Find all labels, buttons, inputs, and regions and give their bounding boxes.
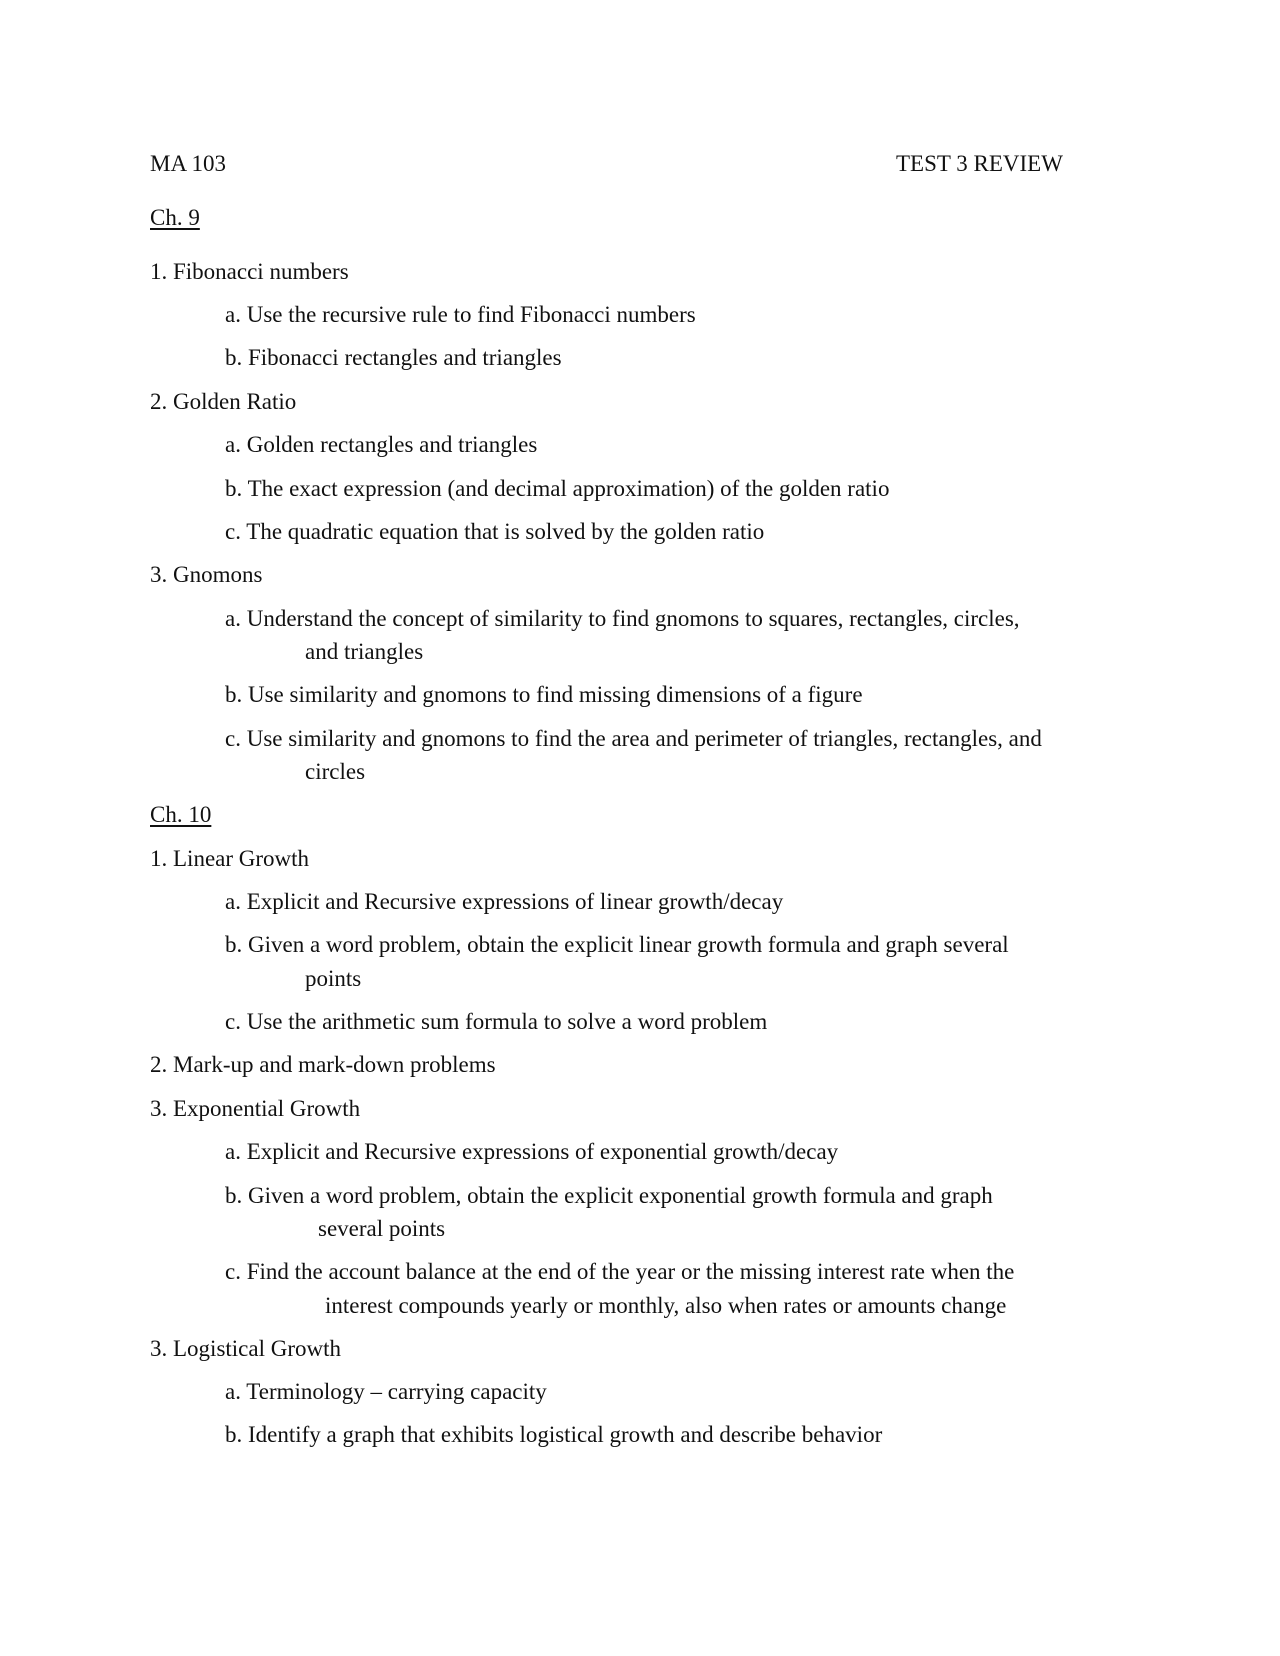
ch10-item-1: 1. Linear Growth: [150, 846, 310, 871]
ch9-item-2: 2. Golden Ratio: [150, 389, 297, 414]
ch10-item-4b: b. Identify a graph that exhibits logistical growth and describe behavior: [225, 1422, 883, 1447]
doc-title: TEST 3 REVIEW: [896, 151, 1063, 176]
ch9-item-2c: c. The quadratic equation that is solved by the golden ratio: [225, 519, 765, 544]
ch10-item-1b: b. Given a word problem, obtain the explicit linear growth formula and graph several: [225, 932, 1009, 957]
chapter-9-heading: Ch. 9: [150, 205, 200, 230]
ch9-item-3a-continued: and triangles: [305, 639, 424, 664]
ch9-item-3c: c. Use similarity and gnomons to find the area and perimeter of triangles, rectangles, and: [225, 726, 1042, 751]
ch10-item-3c-continued: interest compounds yearly or monthly, also when rates or amounts change: [325, 1293, 1007, 1318]
ch10-item-1a: a. Explicit and Recursive expressions of linear growth/decay: [225, 889, 784, 914]
ch9-item-3b: b. Use similarity and gnomons to find missing dimensions of a figure: [225, 682, 863, 707]
ch10-item-1c: c. Use the arithmetic sum formula to solve a word problem: [225, 1009, 768, 1034]
ch10-item-3b: b. Given a word problem, obtain the explicit exponential growth formula and graph: [225, 1183, 993, 1208]
ch10-item-4a: a. Terminology – carrying capacity: [225, 1379, 547, 1404]
ch10-item-2: 2. Mark-up and mark-down problems: [150, 1052, 496, 1077]
ch9-item-3c-continued: circles: [305, 759, 366, 784]
ch10-item-3b-continued: several points: [318, 1216, 446, 1241]
ch10-item-1b-continued: points: [305, 966, 362, 991]
ch9-item-3: 3. Gnomons: [150, 562, 263, 587]
ch9-item-1a: a. Use the recursive rule to find Fibonacci numbers: [225, 302, 696, 327]
ch9-item-3a: a. Understand the concept of similarity to find gnomons to squares, rectangles, circles,: [225, 606, 1020, 631]
course-label: MA 103: [150, 151, 227, 176]
ch10-item-3: 3. Exponential Growth: [150, 1096, 361, 1121]
ch9-item-1: 1. Fibonacci numbers: [150, 259, 349, 284]
ch10-item-4: 3. Logistical Growth: [150, 1336, 341, 1361]
ch9-item-1b: b. Fibonacci rectangles and triangles: [225, 345, 562, 370]
ch10-item-3a: a. Explicit and Recursive expressions of exponential growth/decay: [225, 1139, 839, 1164]
ch9-item-2b: b. The exact expression (and decimal approximation) of the golden ratio: [225, 476, 890, 501]
ch9-item-2a: a. Golden rectangles and triangles: [225, 432, 538, 457]
ch10-item-3c: c. Find the account balance at the end of the year or the missing interest rate when the: [225, 1259, 1015, 1284]
chapter-10-heading: Ch. 10: [150, 802, 212, 827]
